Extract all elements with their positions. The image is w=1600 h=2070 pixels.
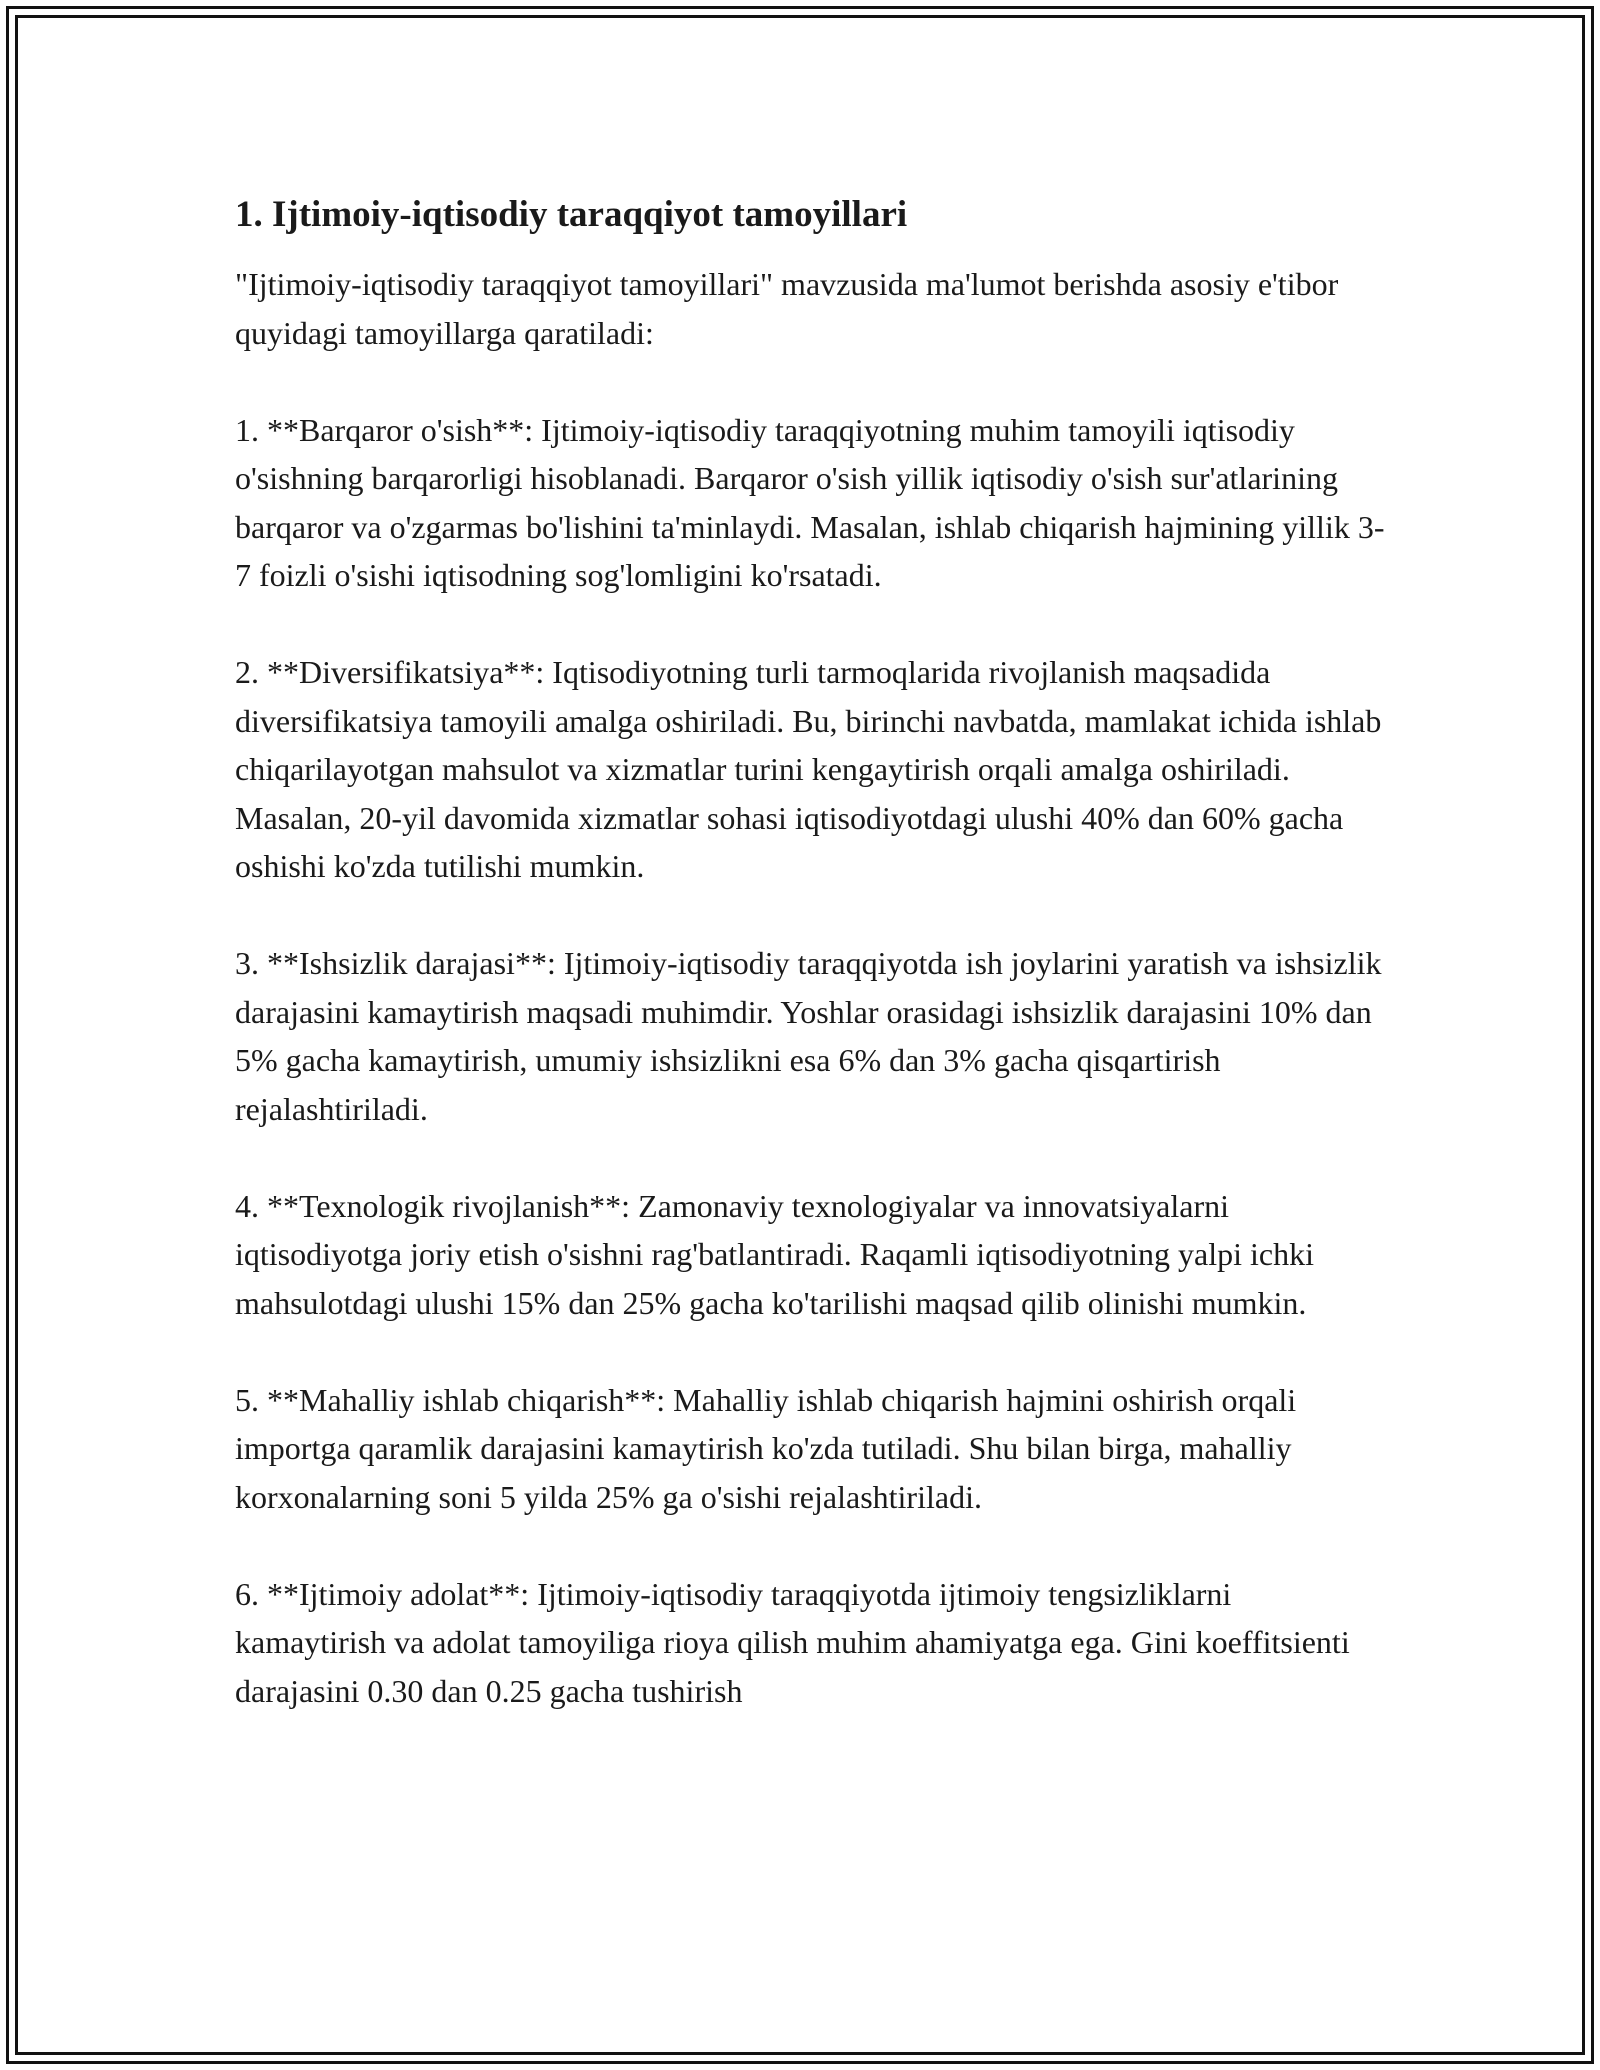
principle-item-5: 5. **Mahalliy ishlab chiqarish**: Mahalliy ishlab chiqarish hajmini oshirish orqali importga qaramlik darajasini kamaytirish ko'zda tutiladi. Shu bilan birga, mahalliy korxonalarning soni 5 yilda 25% ga o'sishi rejalashtiriladi. <box>235 1381 1297 1515</box>
principle-item-4: 4. **Texnologik rivojlanish**: Zamonaviy texnologiyalar va innovatsiyalarni iqtisodiyotga joriy etish o'sishni rag'batlantiradi. Raqamli iqtisodiyotning yalpi ichki mahsulotdagi ulushi 15% dan 25% gacha ko'tarilishi maqsad qilib olinishi mumkin. <box>235 1187 1314 1321</box>
principle-item-1: 1. **Barqaror o'sish**: Ijtimoiy-iqtisodiy taraqqiyotning muhim tamoyili iqtisodiy o'sishning barqarorligi hisoblanadi. Barqaror o'sish yillik iqtisodiy o'sish sur'atlarining barqaror va o'zgarmas bo'lishini ta'minlaydi. Masalan, ishlab chiqarish hajmining yillik 3-7 foizli o'sishi iqtisodning sog'lomligini ko'rsatadi. <box>235 411 1385 593</box>
document-body <box>235 190 1385 1715</box>
section-heading: 1. Ijtimoiy-iqtisodiy taraqqiyot tamoyillari <box>235 194 908 235</box>
principle-item-3: 3. **Ishsizlik darajasi**: Ijtimoiy-iqtisodiy taraqqiyotda ish joylarini yaratish va ishsizlik darajasini kamaytirish maqsadi muhimdir. Yoshlar orasidagi ishsizlik darajasini 10% dan 5% gacha kamaytirish, umumiy ishsizlikni esa 6% dan 3% gacha qisqartirish rejalashtiriladi. <box>235 945 1382 1127</box>
intro-paragraph: "Ijtimoiy-iqtisodiy taraqqiyot tamoyillari" mavzusida ma'lumot berishda asosiy e'tibor quyidagi tamoyillarga qaratiladi: <box>235 266 1339 351</box>
principle-item-2: 2. **Diversifikatsiya**: Iqtisodiyotning turli tarmoqlarida rivojlanish maqsadida diversifikatsiya tamoyili amalga oshiriladi. Bu, birinchi navbatda, mamlakat ichida ishlab chiqarilayotgan mahsulot va xizmatlar turini kengaytirish orqali amalga oshiriladi. Masalan, 20-yil davomida xizmatlar sohasi iqtisodiyotdagi ulushi 40% dan 60% gacha oshishi ko'zda tutilishi mumkin. <box>235 654 1382 884</box>
principle-item-6: 6. **Ijtimoiy adolat**: Ijtimoiy-iqtisodiy taraqqiyotda ijtimoiy tengsizliklarni kamaytirish va adolat tamoyiliga rioya qilish muhim ahamiyatga ega. Gini koeffitsienti darajasini 0.30 dan 0.25 gacha tushirish <box>235 1575 1350 1709</box>
